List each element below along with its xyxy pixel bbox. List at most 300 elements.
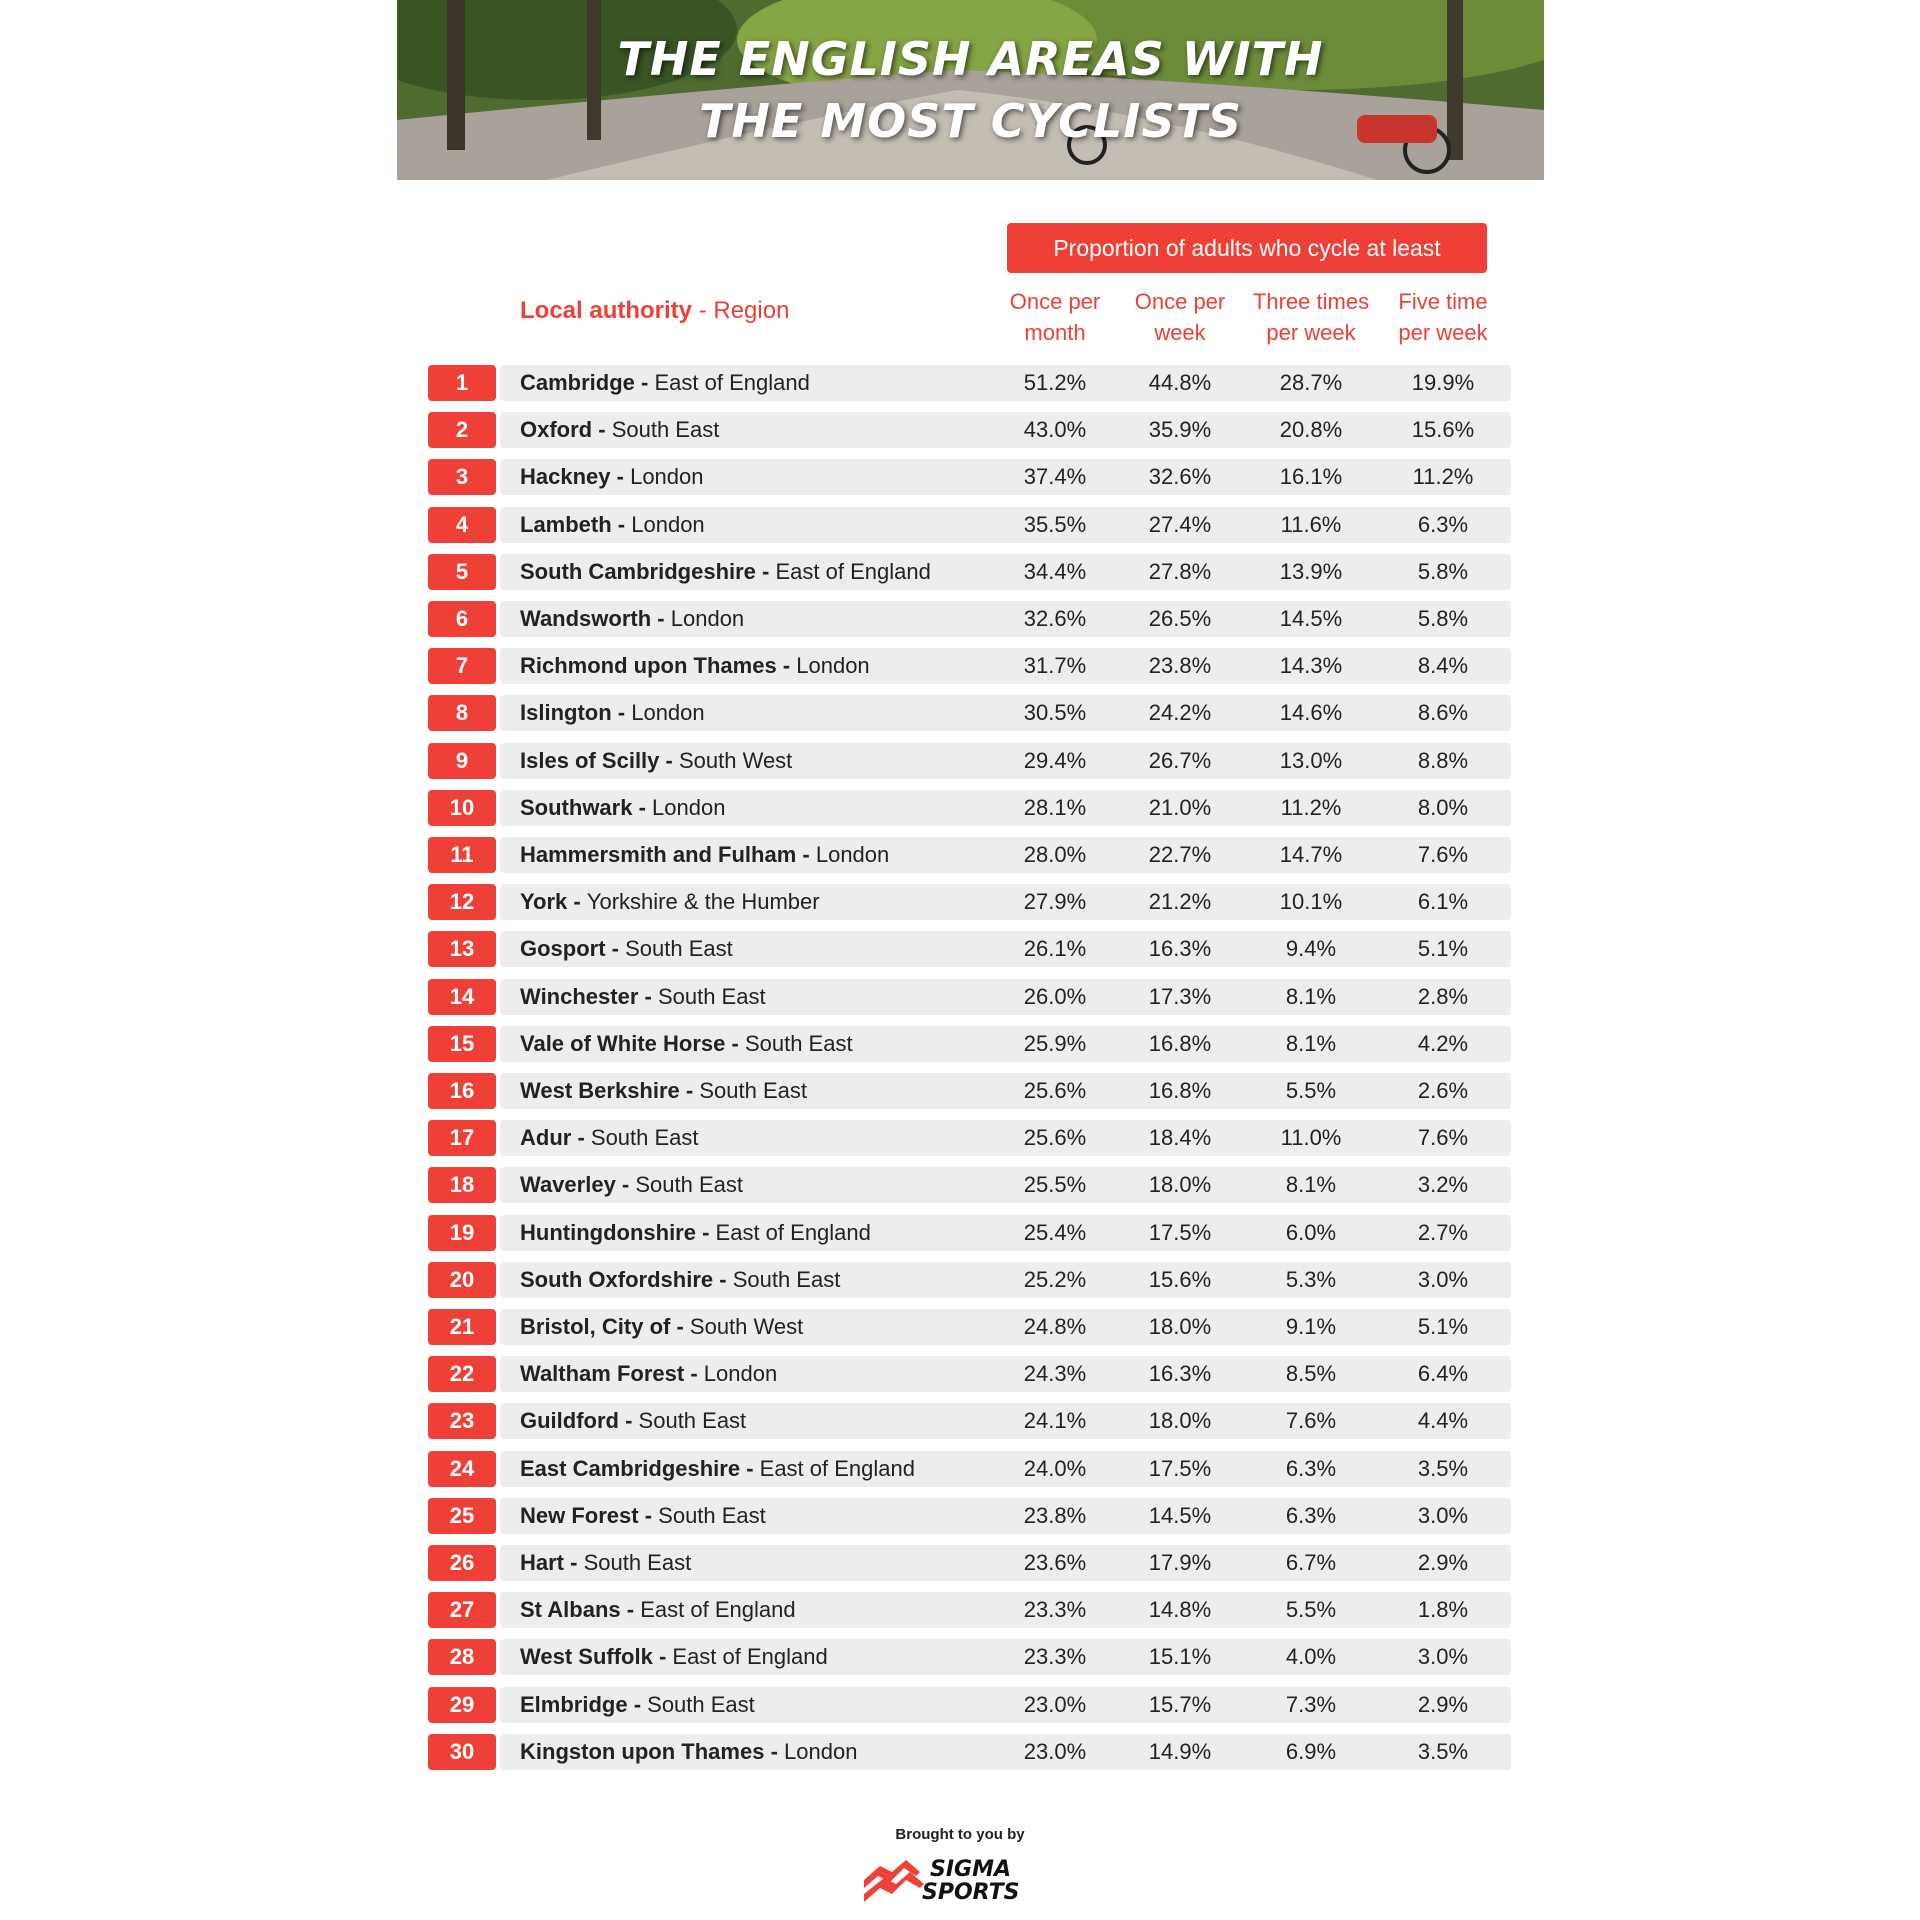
separator: - — [564, 1550, 584, 1575]
authority-cell — [520, 931, 733, 967]
table-row — [428, 1215, 1511, 1251]
value-cell: 15.6% — [1148, 1266, 1212, 1292]
authority-cell — [520, 1073, 807, 1109]
authority-cell — [520, 459, 704, 495]
region-name: London — [652, 794, 726, 820]
value-cell: 11.2% — [1280, 794, 1342, 820]
value-cell: 25.6% — [1023, 1125, 1087, 1151]
value-cell: 24.2% — [1148, 700, 1212, 726]
value-cell: 18.4% — [1148, 1125, 1212, 1151]
separator: - — [638, 1502, 659, 1528]
authority-name: West Berkshire — [520, 1078, 680, 1103]
region-name: South East — [657, 983, 766, 1009]
value-cell: 11.2% — [1412, 464, 1474, 490]
authority-name: Kingston upon Thames — [520, 1738, 765, 1764]
table-row — [428, 1026, 1511, 1062]
separator: - — [659, 747, 679, 773]
table-row — [428, 979, 1511, 1015]
value-cell: 24.1% — [1023, 1408, 1087, 1434]
rank-badge: 24 — [428, 1451, 496, 1487]
region-name: London — [670, 606, 745, 631]
value-cell: 5.1% — [1417, 936, 1469, 962]
value-cell: 9.4% — [1285, 936, 1337, 962]
column-header-line: per week — [1266, 320, 1356, 345]
rank-badge: 28 — [428, 1639, 496, 1675]
separator: - — [567, 889, 587, 915]
region-name: South East — [635, 1172, 744, 1198]
value-cell: 35.5% — [1023, 511, 1087, 537]
value-cell: 17.3% — [1148, 983, 1212, 1009]
value-cell: 25.6% — [1023, 1078, 1087, 1103]
value-cell: 37.4% — [1023, 464, 1087, 490]
authority-name: South Oxfordshire — [520, 1266, 714, 1292]
authority-cell — [520, 884, 820, 920]
region-name: East of England — [672, 1644, 828, 1670]
region-name: South East — [658, 1502, 766, 1528]
value-cell: 44.8% — [1148, 370, 1212, 395]
brought-to-you-by: Brought to you by — [895, 1826, 1025, 1843]
authority-cell — [520, 1215, 871, 1251]
table-row — [428, 1356, 1511, 1392]
column-header-line: per week — [1398, 320, 1488, 345]
authority-cell — [520, 1451, 915, 1487]
value-cell: 6.3% — [1285, 1455, 1337, 1481]
value-cell: 14.3% — [1279, 653, 1343, 679]
value-cell: 3.0% — [1417, 1266, 1469, 1292]
separator: - — [755, 558, 776, 584]
authority-name: Vale of White Horse — [520, 1030, 726, 1056]
table-row — [428, 1403, 1511, 1439]
authority-cell — [520, 1734, 857, 1770]
region-name: South East — [638, 1408, 747, 1434]
authority-cell — [520, 1309, 803, 1345]
value-cell: 28.7% — [1279, 370, 1343, 395]
authority-name: Winchester — [520, 983, 639, 1009]
table-row — [428, 1498, 1511, 1534]
separator: - — [605, 936, 626, 962]
value-cell: 2.6% — [1417, 1078, 1469, 1103]
table-row — [428, 1545, 1511, 1581]
column-header-local-authority — [520, 297, 789, 325]
table-row — [428, 743, 1511, 779]
authority-name: Gosport — [520, 936, 606, 962]
region-name: South East — [699, 1078, 807, 1103]
separator: - — [764, 1738, 785, 1764]
table-row — [428, 1451, 1511, 1487]
value-cell: 17.5% — [1148, 1455, 1212, 1481]
authority-cell — [520, 648, 870, 684]
rank-badge: 30 — [428, 1734, 496, 1770]
authority-cell — [520, 1026, 853, 1062]
rank-badge: 29 — [428, 1687, 496, 1723]
table-row — [428, 601, 1511, 637]
region-name: London — [631, 700, 705, 726]
authority-name: Lambeth — [520, 511, 612, 537]
region-name: East of England — [775, 558, 931, 584]
value-cell: 3.5% — [1417, 1455, 1469, 1481]
value-cell: 15.6% — [1411, 417, 1475, 443]
value-cell: 18.0% — [1148, 1314, 1212, 1339]
region-name: London — [796, 653, 870, 679]
value-cell: 23.0% — [1023, 1691, 1087, 1717]
value-cell: 25.5% — [1023, 1172, 1087, 1198]
value-cell: 19.9% — [1411, 370, 1475, 395]
value-cell: 8.1% — [1285, 1172, 1337, 1198]
value-cell: 25.2% — [1023, 1266, 1087, 1292]
table-row — [428, 1687, 1511, 1723]
value-cell: 6.1% — [1417, 889, 1469, 915]
banner-title-line-1: THE ENGLISH AREAS WITH — [617, 32, 1324, 86]
region-name: East of England — [759, 1455, 915, 1481]
value-cell: 14.6% — [1279, 700, 1343, 726]
authority-cell — [520, 979, 766, 1015]
value-cell: 8.1% — [1285, 1030, 1337, 1056]
authority-cell — [520, 1592, 796, 1628]
rank-badge: 2 — [428, 412, 496, 448]
value-cell: 17.5% — [1148, 1219, 1212, 1245]
value-cell: 7.6% — [1417, 842, 1469, 867]
value-cell: 26.1% — [1023, 936, 1087, 962]
group-header: Proportion of adults who cycle at least — [1007, 223, 1487, 273]
authority-cell — [520, 601, 744, 637]
region-name: South West — [689, 1314, 804, 1339]
value-cell: 24.0% — [1023, 1455, 1087, 1481]
value-cell: 4.0% — [1285, 1644, 1337, 1670]
value-cell: 27.9% — [1023, 889, 1087, 915]
value-cell: 5.3% — [1285, 1266, 1337, 1292]
rank-badge: 27 — [428, 1592, 496, 1628]
banner-title-line-2: THE MOST CYCLISTS — [699, 94, 1242, 148]
separator: - — [713, 1266, 733, 1292]
value-cell: 24.3% — [1023, 1361, 1087, 1387]
banner-title — [397, 28, 1544, 152]
table-row — [428, 884, 1511, 920]
authority-name: Oxford — [520, 417, 593, 443]
value-cell: 2.8% — [1417, 983, 1469, 1009]
authority-name: New Forest — [520, 1502, 639, 1528]
value-cell: 8.5% — [1285, 1361, 1337, 1387]
table-row — [428, 1167, 1511, 1203]
value-cell: 21.0% — [1148, 794, 1212, 820]
table-row — [428, 507, 1511, 543]
value-cell: 7.6% — [1285, 1408, 1337, 1434]
value-cell: 8.6% — [1417, 700, 1469, 726]
region-name: Yorkshire & the Humber — [586, 889, 820, 915]
region-header: - Region — [692, 297, 790, 324]
value-cell: 28.0% — [1023, 842, 1087, 867]
value-cell: 23.3% — [1023, 1597, 1087, 1623]
value-cell: 3.5% — [1417, 1738, 1469, 1764]
separator: - — [611, 700, 632, 726]
value-cell: 4.4% — [1417, 1408, 1469, 1434]
authority-name: South Cambridgeshire — [520, 558, 756, 584]
authority-cell — [520, 507, 705, 543]
rank-badge: 13 — [428, 931, 496, 967]
value-cell: 25.9% — [1023, 1030, 1087, 1056]
value-cell: 16.3% — [1148, 1361, 1212, 1387]
authority-cell — [520, 1356, 777, 1392]
authority-cell — [520, 1403, 746, 1439]
authority-cell — [520, 1167, 743, 1203]
table-row — [428, 648, 1511, 684]
value-cell: 16.1% — [1279, 464, 1343, 490]
table-row — [428, 459, 1511, 495]
value-cell: 5.8% — [1417, 606, 1469, 631]
table-row — [428, 1073, 1511, 1109]
separator: - — [615, 1172, 636, 1198]
value-cell: 20.8% — [1279, 417, 1343, 443]
authority-cell — [520, 1498, 766, 1534]
logo-line-2: SPORTS — [922, 1880, 1020, 1905]
separator: - — [740, 1455, 760, 1481]
value-cell: 1.8% — [1417, 1597, 1469, 1623]
value-cell: 14.9% — [1148, 1738, 1212, 1764]
value-cell: 26.7% — [1148, 747, 1212, 773]
value-cell: 10.1% — [1279, 889, 1343, 915]
separator: - — [651, 606, 671, 631]
header-banner — [397, 0, 1544, 180]
separator: - — [725, 1030, 745, 1056]
value-cell: 8.1% — [1285, 983, 1337, 1009]
authority-name: Wandsworth — [520, 606, 652, 631]
value-cell: 6.4% — [1417, 1361, 1469, 1387]
authority-cell — [520, 1639, 828, 1675]
region-name: East of England — [640, 1597, 796, 1623]
rank-badge: 20 — [428, 1262, 496, 1298]
value-cell: 2.9% — [1417, 1691, 1469, 1717]
authority-name: St Albans — [520, 1597, 621, 1623]
value-cell: 16.3% — [1148, 936, 1212, 962]
separator: - — [684, 1361, 704, 1387]
column-header-once-per-month — [995, 286, 1115, 348]
value-cell: 32.6% — [1148, 464, 1212, 490]
value-cell: 43.0% — [1023, 417, 1087, 443]
separator: - — [776, 653, 797, 679]
rank-badge: 3 — [428, 459, 496, 495]
value-cell: 6.9% — [1285, 1738, 1337, 1764]
separator: - — [670, 1314, 690, 1339]
value-cell: 14.7% — [1279, 842, 1343, 867]
region-name: London — [631, 511, 705, 537]
value-cell: 16.8% — [1148, 1030, 1212, 1056]
region-name: South East — [744, 1030, 853, 1056]
rank-badge: 22 — [428, 1356, 496, 1392]
value-cell: 31.7% — [1023, 653, 1087, 679]
value-cell: 34.4% — [1023, 558, 1087, 584]
separator: - — [679, 1078, 700, 1103]
table-row — [428, 695, 1511, 731]
authority-name: Southwark — [520, 794, 633, 820]
region-name: South East — [590, 1125, 699, 1151]
authority-name: Huntingdonshire — [520, 1219, 696, 1245]
table-row — [428, 1120, 1511, 1156]
value-cell: 6.7% — [1285, 1550, 1337, 1575]
value-cell: 27.4% — [1148, 511, 1212, 537]
region-name: South East — [625, 936, 733, 962]
authority-name: Hart — [520, 1550, 565, 1575]
authority-cell — [520, 837, 889, 873]
rank-badge: 25 — [428, 1498, 496, 1534]
value-cell: 5.5% — [1285, 1597, 1337, 1623]
value-cell: 28.1% — [1023, 794, 1087, 820]
value-cell: 23.0% — [1023, 1738, 1087, 1764]
rank-badge: 6 — [428, 601, 496, 637]
separator: - — [610, 464, 631, 490]
rank-badge: 23 — [428, 1403, 496, 1439]
authority-name: York — [520, 889, 568, 915]
authority-name: Waltham Forest — [520, 1361, 685, 1387]
rank-badge: 8 — [428, 695, 496, 731]
authority-name: West Suffolk — [520, 1644, 653, 1670]
value-cell: 15.7% — [1148, 1691, 1212, 1717]
table-row — [428, 790, 1511, 826]
value-cell: 3.0% — [1417, 1644, 1469, 1670]
authority-cell — [520, 1687, 755, 1723]
authority-name: Islington — [520, 700, 612, 726]
authority-name: Hackney — [520, 464, 611, 490]
region-name: London — [703, 1361, 778, 1387]
logo-line-1: SIGMA — [930, 1857, 1012, 1882]
rank-badge: 16 — [428, 1073, 496, 1109]
table-row — [428, 412, 1511, 448]
authority-cell — [520, 554, 931, 590]
authority-cell — [520, 1120, 699, 1156]
column-header-once-per-week — [1120, 286, 1240, 348]
value-cell: 23.8% — [1148, 653, 1212, 679]
value-cell: 22.7% — [1148, 842, 1212, 867]
column-header-line: month — [1024, 320, 1086, 345]
value-cell: 23.8% — [1023, 1502, 1087, 1528]
separator: - — [634, 370, 655, 395]
sigma-sports-logo-text — [922, 1857, 1020, 1905]
value-cell: 35.9% — [1148, 417, 1212, 443]
rank-badge: 12 — [428, 884, 496, 920]
value-cell: 14.5% — [1148, 1502, 1212, 1528]
separator: - — [638, 983, 658, 1009]
rank-badge: 9 — [428, 743, 496, 779]
value-cell: 14.8% — [1148, 1597, 1212, 1623]
column-header-line: Once per — [1009, 289, 1101, 314]
region-name: London — [815, 842, 890, 867]
value-cell: 27.8% — [1148, 558, 1212, 584]
rank-badge: 19 — [428, 1215, 496, 1251]
rank-badge: 17 — [428, 1120, 496, 1156]
value-cell: 26.0% — [1023, 983, 1087, 1009]
separator: - — [611, 511, 632, 537]
authority-name: Elmbridge — [520, 1691, 628, 1717]
value-cell: 18.0% — [1148, 1408, 1212, 1434]
column-header-five-time-per-week — [1383, 286, 1503, 348]
value-cell: 15.1% — [1148, 1644, 1212, 1670]
value-cell: 25.4% — [1023, 1219, 1087, 1245]
value-cell: 8.0% — [1417, 794, 1469, 820]
value-cell: 23.3% — [1023, 1644, 1087, 1670]
table-row — [428, 931, 1511, 967]
value-cell: 29.4% — [1023, 747, 1087, 773]
region-name: South East — [647, 1691, 755, 1717]
value-cell: 8.8% — [1417, 747, 1469, 773]
separator: - — [652, 1644, 673, 1670]
region-name: London — [630, 464, 704, 490]
value-cell: 8.4% — [1417, 653, 1469, 679]
authority-cell — [520, 412, 719, 448]
value-cell: 2.7% — [1417, 1219, 1469, 1245]
authority-cell — [520, 790, 725, 826]
separator: - — [620, 1597, 641, 1623]
value-cell: 11.6% — [1280, 511, 1342, 537]
table-row — [428, 1734, 1511, 1770]
region-name: South West — [678, 747, 793, 773]
rank-badge: 4 — [428, 507, 496, 543]
value-cell: 13.9% — [1279, 558, 1343, 584]
rank-badge: 1 — [428, 365, 496, 401]
value-cell: 13.0% — [1279, 747, 1343, 773]
region-name: East of England — [715, 1219, 871, 1245]
authority-cell — [520, 1262, 840, 1298]
authority-cell — [520, 1545, 691, 1581]
authority-name: Waverley — [520, 1172, 616, 1198]
authority-cell — [520, 743, 792, 779]
value-cell: 9.1% — [1285, 1314, 1337, 1339]
region-name: South East — [583, 1550, 692, 1575]
value-cell: 32.6% — [1023, 606, 1087, 631]
separator: - — [695, 1219, 716, 1245]
rank-badge: 7 — [428, 648, 496, 684]
value-cell: 14.5% — [1279, 606, 1343, 631]
value-cell: 5.5% — [1285, 1078, 1337, 1103]
value-cell: 7.6% — [1417, 1125, 1469, 1151]
value-cell: 30.5% — [1023, 700, 1087, 726]
value-cell: 26.5% — [1148, 606, 1212, 631]
table-row — [428, 1639, 1511, 1675]
separator: - — [796, 842, 816, 867]
authority-cell — [520, 695, 705, 731]
authority-name: Cambridge — [520, 370, 635, 395]
value-cell: 16.8% — [1148, 1078, 1212, 1103]
region-name: South East — [732, 1266, 841, 1292]
value-cell: 6.3% — [1285, 1502, 1337, 1528]
column-header-line: Once per — [1134, 289, 1226, 314]
separator: - — [632, 794, 653, 820]
rank-badge: 18 — [428, 1167, 496, 1203]
value-cell: 18.0% — [1148, 1172, 1212, 1198]
value-cell: 3.2% — [1417, 1172, 1469, 1198]
rank-badge: 11 — [428, 837, 496, 873]
value-cell: 51.2% — [1023, 370, 1087, 395]
region-name: South East — [611, 417, 720, 443]
authority-name: East Cambridgeshire — [520, 1455, 741, 1481]
value-cell: 17.9% — [1148, 1550, 1212, 1575]
authority-name: Adur — [520, 1125, 572, 1151]
separator: - — [618, 1408, 639, 1434]
rank-badge: 10 — [428, 790, 496, 826]
rank-badge: 5 — [428, 554, 496, 590]
region-name: London — [784, 1738, 858, 1764]
value-cell: 5.8% — [1417, 558, 1469, 584]
table-row — [428, 1592, 1511, 1628]
authority-cell — [520, 365, 810, 401]
separator: - — [571, 1125, 591, 1151]
authority-header: Local authority — [520, 297, 693, 324]
column-header-line: Five time — [1398, 289, 1488, 314]
value-cell: 6.0% — [1285, 1219, 1337, 1245]
table-row — [428, 837, 1511, 873]
value-cell: 5.1% — [1417, 1314, 1469, 1339]
region-name: East of England — [654, 370, 810, 395]
authority-name: Hammersmith and Fulham — [520, 842, 797, 867]
authority-name: Isles of Scilly — [520, 747, 660, 773]
table-row — [428, 1309, 1511, 1345]
